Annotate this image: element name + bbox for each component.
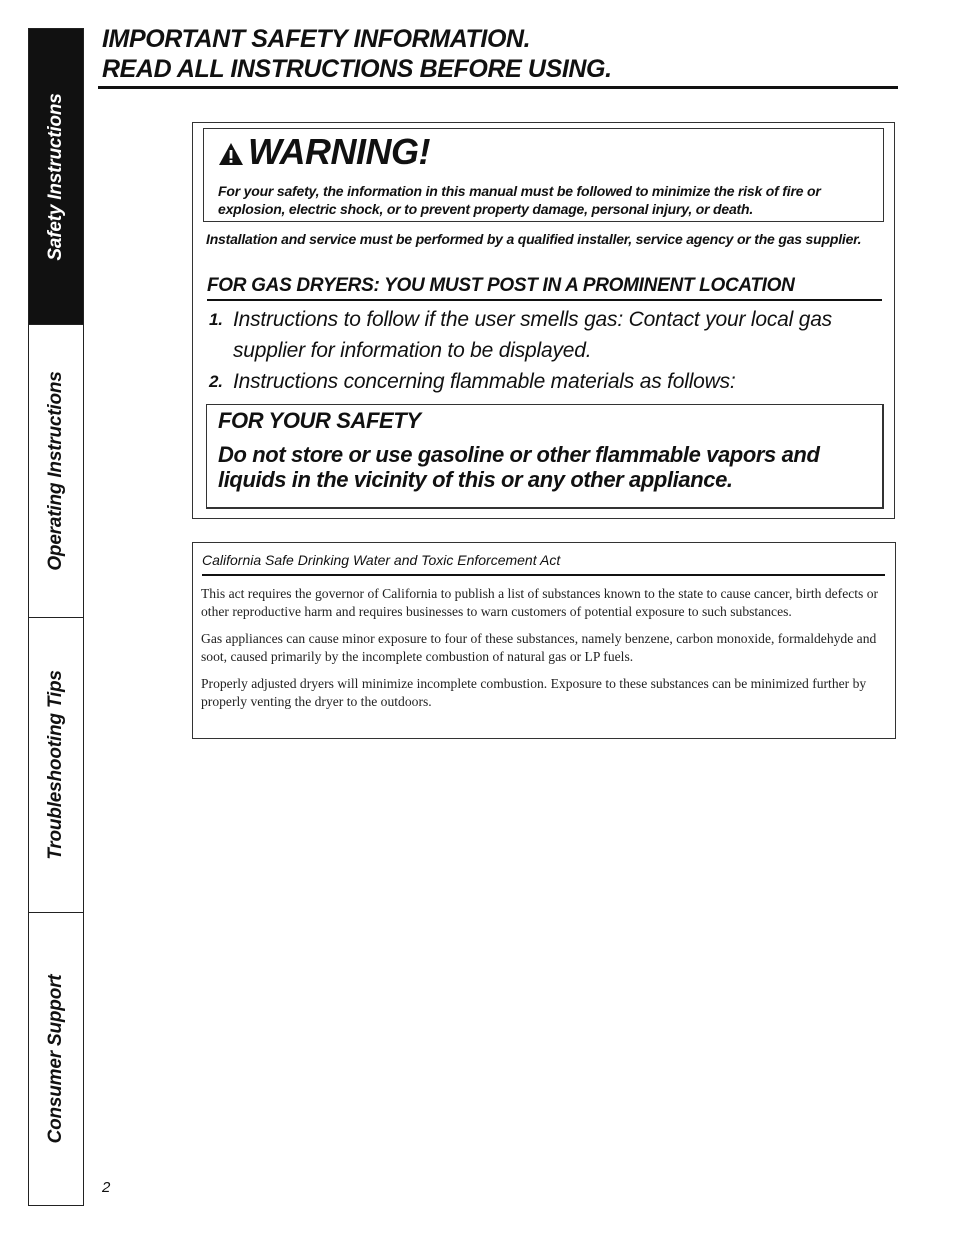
instruction-number: 2. — [209, 372, 223, 391]
page-number: 2 — [102, 1179, 111, 1196]
warning-triangle-icon — [218, 142, 244, 166]
page-title-line-1: IMPORTANT SAFETY INFORMATION. — [102, 25, 531, 53]
warning-title: WARNING! — [248, 131, 430, 172]
warning-heading — [218, 131, 430, 173]
paragraph: This act requires the governor of California to publish a list of substances known to the state to cause cancer, birth defects or other reproductive harm and requires businesses to warn customers of potential exposure to such substances. — [201, 586, 879, 619]
safety-heading: FOR YOUR SAFETY — [218, 408, 421, 433]
tab-troubleshooting-tips[interactable] — [29, 618, 83, 913]
warning-text: For your safety, the information in this manual must be followed to minimize the risk of fire or explosion, electric shock, or to prevent property damage, personal injury, or death. — [218, 183, 821, 217]
title-divider — [98, 86, 898, 89]
instruction-text: Instructions to follow if the user smells gas: Contact your local gas supplier for information to be displayed. — [233, 308, 832, 362]
tab-label: Consumer Support — [45, 974, 66, 1144]
page-title-line-2: READ ALL INSTRUCTIONS BEFORE USING. — [102, 55, 612, 83]
warning-box — [192, 122, 895, 519]
tab-safety-instructions[interactable] — [29, 29, 83, 325]
tab-label: Safety Instructions — [45, 92, 66, 261]
paragraph: Gas appliances can cause minor exposure to four of these substances, namely benzene, carbon monoxide, formaldehyde and soot, caused primarily by the incomplete combustion of natural gas or LP fuels. — [201, 631, 877, 664]
tab-label: Operating Instructions — [45, 371, 66, 571]
warning-header-box — [203, 128, 884, 222]
installation-notice: Installation and service must be performed by a qualified installer, service agency or the gas supplier. — [206, 231, 862, 247]
paragraph: Properly adjusted dryers will minimize incomplete combustion. Exposure to these substances can be minimized further by properly venting the dryer to the outdoors. — [201, 676, 867, 709]
gas-dryers-heading: FOR GAS DRYERS: YOU MUST POST IN A PROMINENT LOCATION — [207, 275, 882, 301]
california-act-box — [192, 542, 896, 739]
for-your-safety-box — [206, 404, 884, 509]
california-act-body — [201, 585, 889, 720]
tab-consumer-support[interactable] — [29, 913, 83, 1205]
instruction-item — [209, 366, 879, 397]
california-act-heading: California Safe Drinking Water and Toxic Enforcement Act — [202, 552, 885, 576]
section-tabs — [28, 28, 84, 1206]
instruction-item — [209, 304, 879, 366]
page-title — [102, 24, 898, 84]
tab-operating-instructions[interactable] — [29, 325, 83, 618]
instruction-number: 1. — [209, 310, 223, 329]
instruction-text: Instructions concerning flammable materials as follows: — [233, 370, 736, 393]
safety-text: Do not store or use gasoline or other flammable vapors and liquids in the vicinity of this or any other appliance. — [218, 442, 820, 492]
tab-label: Troubleshooting Tips — [45, 670, 66, 860]
